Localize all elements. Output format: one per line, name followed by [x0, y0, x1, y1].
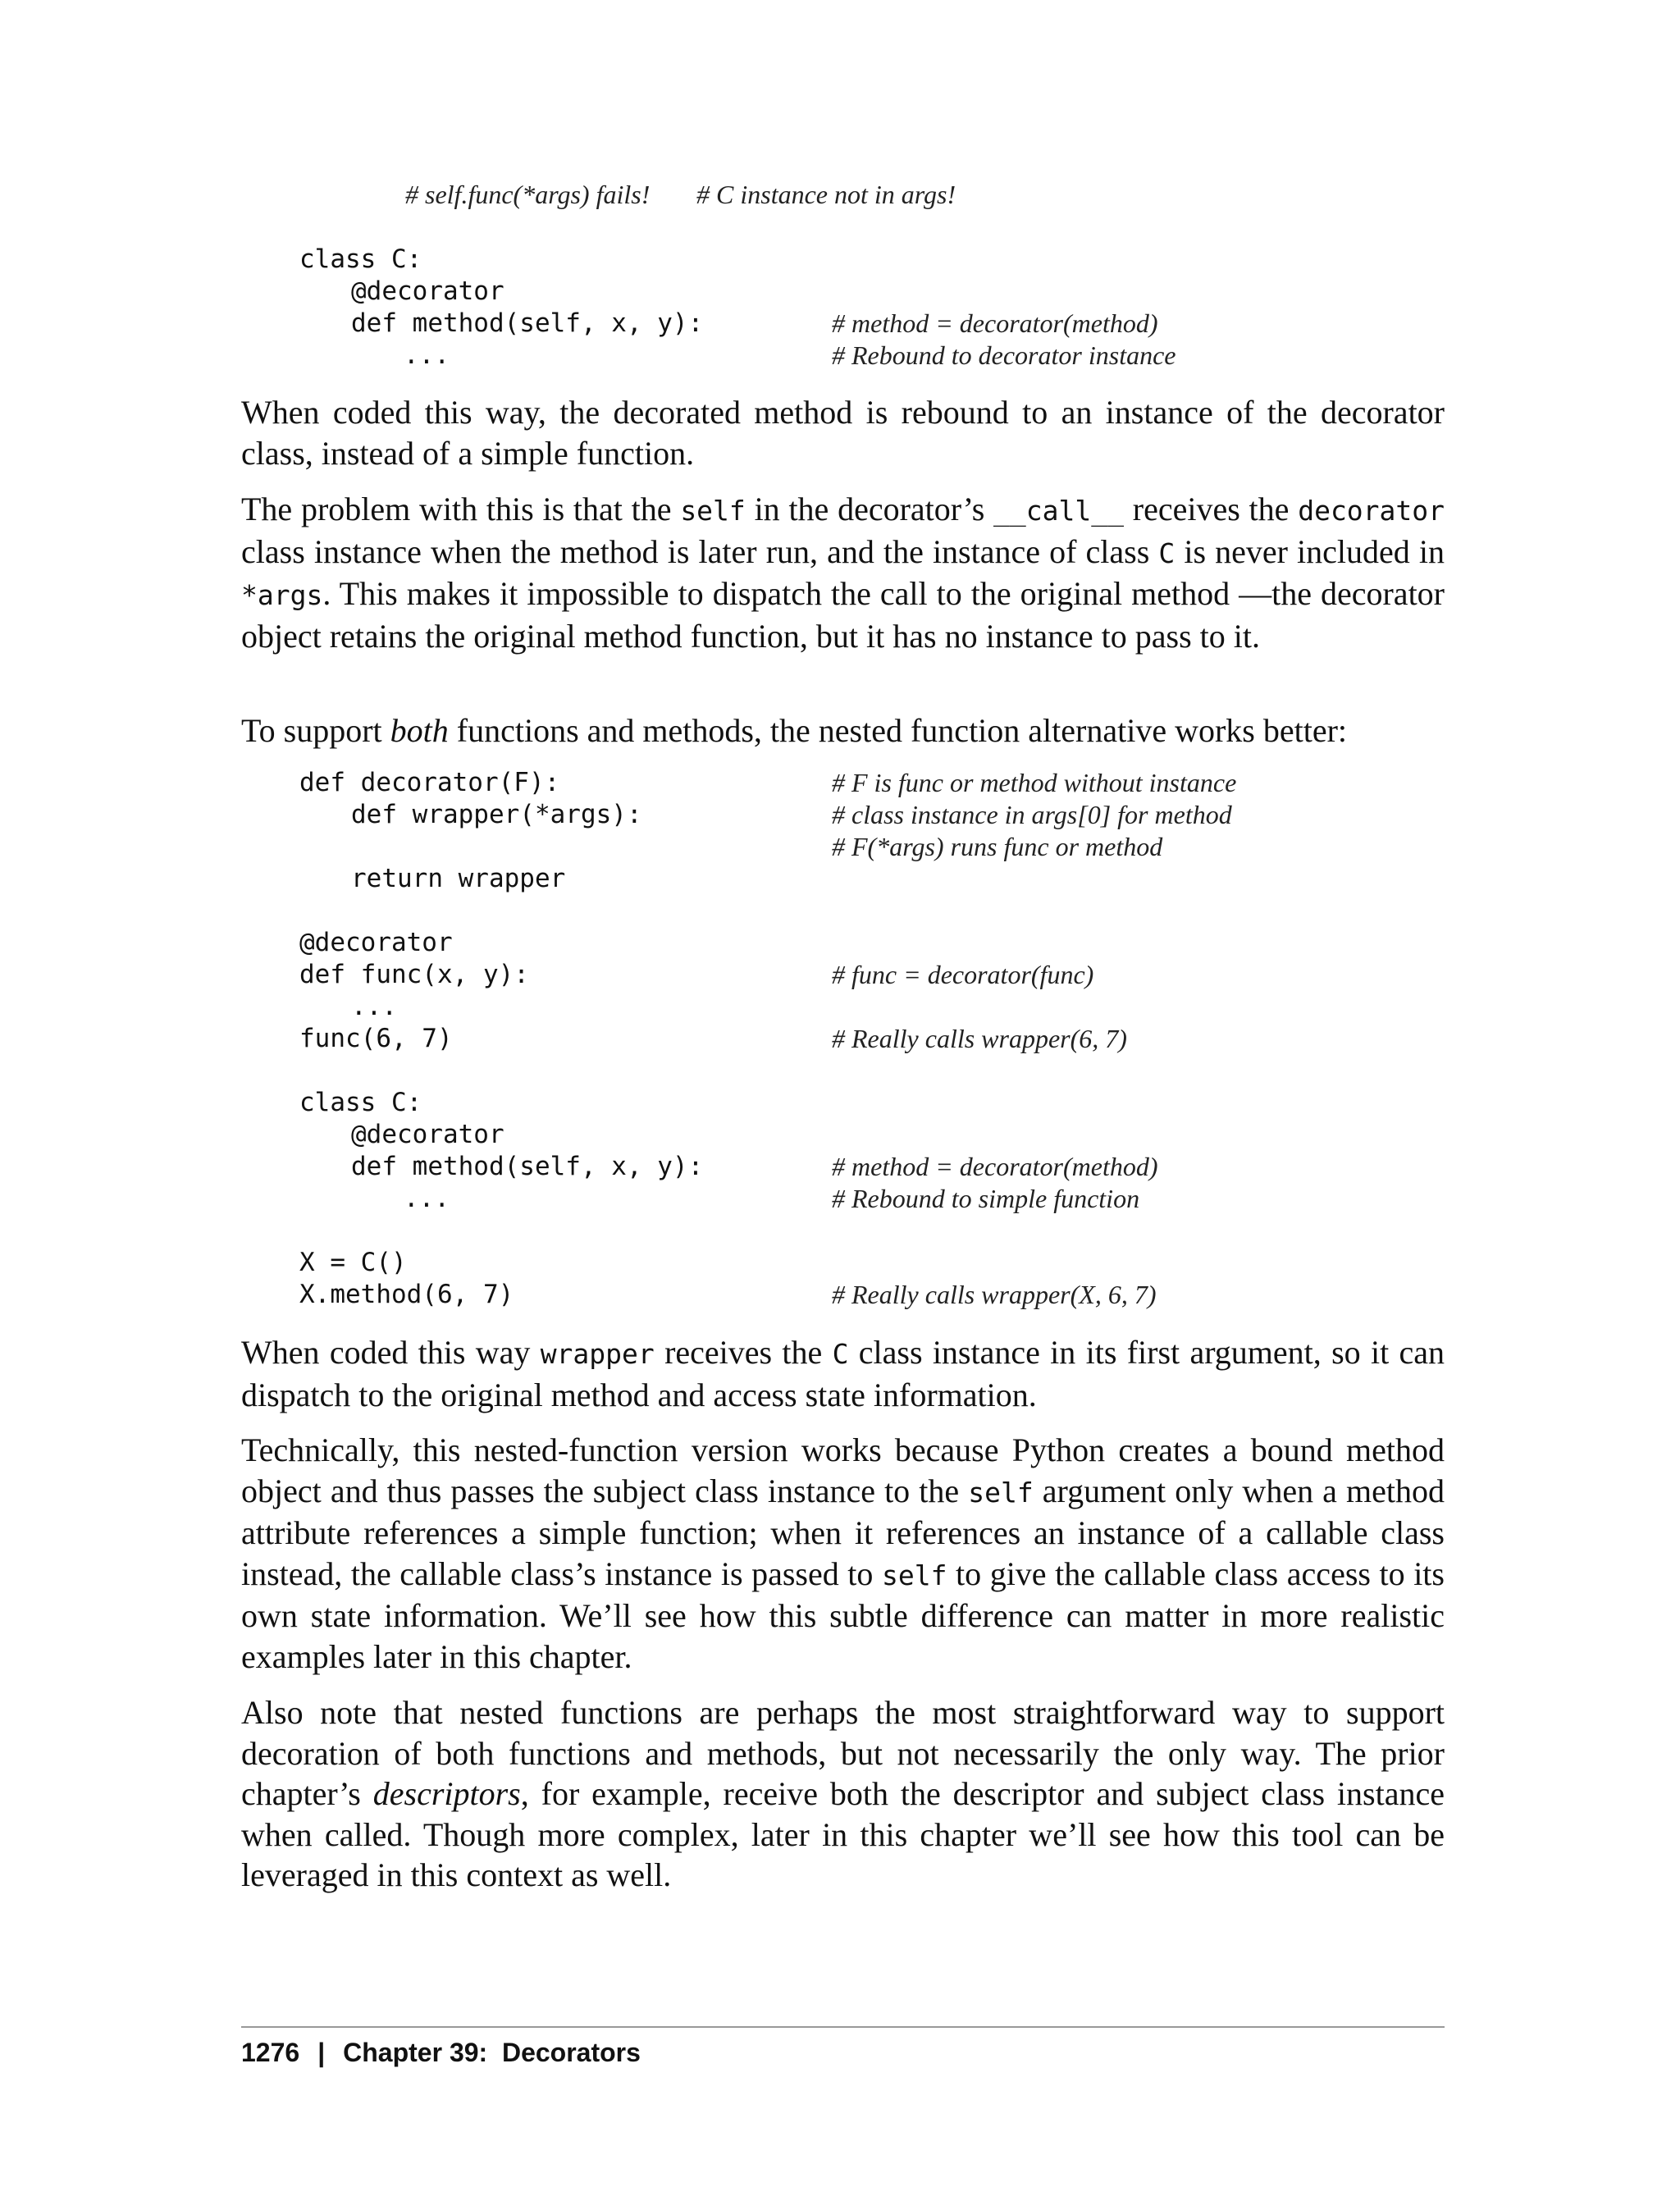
- code-comment-fails: # self.func(*args) fails!: [405, 180, 651, 209]
- code-line: def func(x, y):: [299, 960, 529, 989]
- inline-code: decorator: [1298, 495, 1445, 527]
- code-line: ...: [404, 1184, 450, 1213]
- code-line: X.method(6, 7): [299, 1280, 514, 1309]
- code-comment: # F(*args) runs func or method: [832, 832, 1163, 861]
- inline-code: C: [832, 1338, 849, 1370]
- code-line: def wrapper(*args):: [351, 800, 642, 829]
- inline-code: wrapper: [540, 1338, 655, 1370]
- code-line: @decorator: [299, 928, 453, 957]
- code-line: ...: [351, 992, 397, 1021]
- code-line: return wrapper: [351, 864, 566, 893]
- code-comment: # Rebound to simple function: [832, 1184, 1140, 1213]
- footer-separator: |: [317, 2038, 326, 2067]
- code-comment: # class instance in args[0] for method: [832, 800, 1232, 829]
- paragraph-support-both: To support both functions and methods, the nested function alternative works better:: [241, 712, 1348, 749]
- code-line: @decorator: [351, 276, 504, 306]
- paragraph-problem: The problem with this is that the self in the decorator’s __call__ receives the decorator class instance when the method is later run, and the instance of class C is never included in *args. This makes it impossible to dispatch the call to the original method —the decorator object retains the original method function, but it has no instance to pass to it.: [241, 491, 1445, 655]
- page-footer: [241, 2038, 641, 2068]
- code-comment: # method = decorator(method): [832, 1152, 1158, 1181]
- code-line: def decorator(F):: [299, 768, 560, 797]
- code-line: def method(self, x, y):: [351, 308, 704, 338]
- footer-rule: [241, 2026, 1445, 2028]
- code-comment: # Really calls wrapper(6, 7): [832, 1024, 1127, 1053]
- code-comment: # Really calls wrapper(X, 6, 7): [832, 1280, 1157, 1309]
- inline-code: self: [680, 495, 746, 527]
- page-number: 1276: [241, 2038, 300, 2067]
- paragraph-wrapper-receives: When coded this way wrapper receives the C class instance in its first argument, so it can dispatch to the original method and access state information.: [241, 1334, 1445, 1413]
- code-line: class C:: [299, 244, 422, 274]
- inline-code: C: [1158, 536, 1176, 569]
- paragraph-technically: Technically, this nested-function version works because Python creates a bound method object and thus passes the subject class instance to the self argument only when a method attribute references a simple function; when it references an instance of a callable class instead, the callable class’s instance is passed to self to give the callable class access to its own state information. We’ll see how this subtle difference can matter in more realistic examples later in this chapter.: [241, 1431, 1445, 1675]
- code-line: X = C(): [299, 1248, 407, 1277]
- code-line: func(6, 7): [299, 1024, 453, 1053]
- code-line: def method(self, x, y):: [351, 1152, 704, 1181]
- code-line: ...: [404, 340, 450, 370]
- paragraph-also-note: Also note that nested functions are perhaps the most straightforward way to support decoration of both functions and methods, but not necessarily the only way. The prior chapter’s descriptors, for example, receive both the descriptor and subject class instance when called. Though more complex, later in this chapter we’ll see how this tool can be leveraged in this context as well.: [241, 1694, 1445, 1893]
- code-line: @decorator: [351, 1120, 504, 1149]
- code-comment: # Rebound to decorator instance: [832, 340, 1176, 370]
- inline-code: self: [881, 1559, 947, 1591]
- emphasis: both: [390, 712, 449, 749]
- inline-code: __call__: [993, 495, 1124, 527]
- code-comment: # F is func or method without instance: [832, 768, 1237, 797]
- emphasis: descriptors: [372, 1775, 521, 1812]
- code-comment: # func = decorator(func): [832, 960, 1094, 989]
- inline-code: *args: [241, 579, 323, 611]
- code-line: class C:: [299, 1088, 422, 1117]
- paragraph-rebound: When coded this way, the decorated method is rebound to an instance of the decorator class, instead of a simple function.: [241, 394, 1445, 472]
- chapter-title: Chapter 39: Decorators: [343, 2038, 641, 2067]
- inline-code: self: [968, 1476, 1034, 1509]
- code-comment-not-in-args: # C instance not in args!: [696, 180, 956, 209]
- code-comment: # method = decorator(method): [832, 308, 1158, 338]
